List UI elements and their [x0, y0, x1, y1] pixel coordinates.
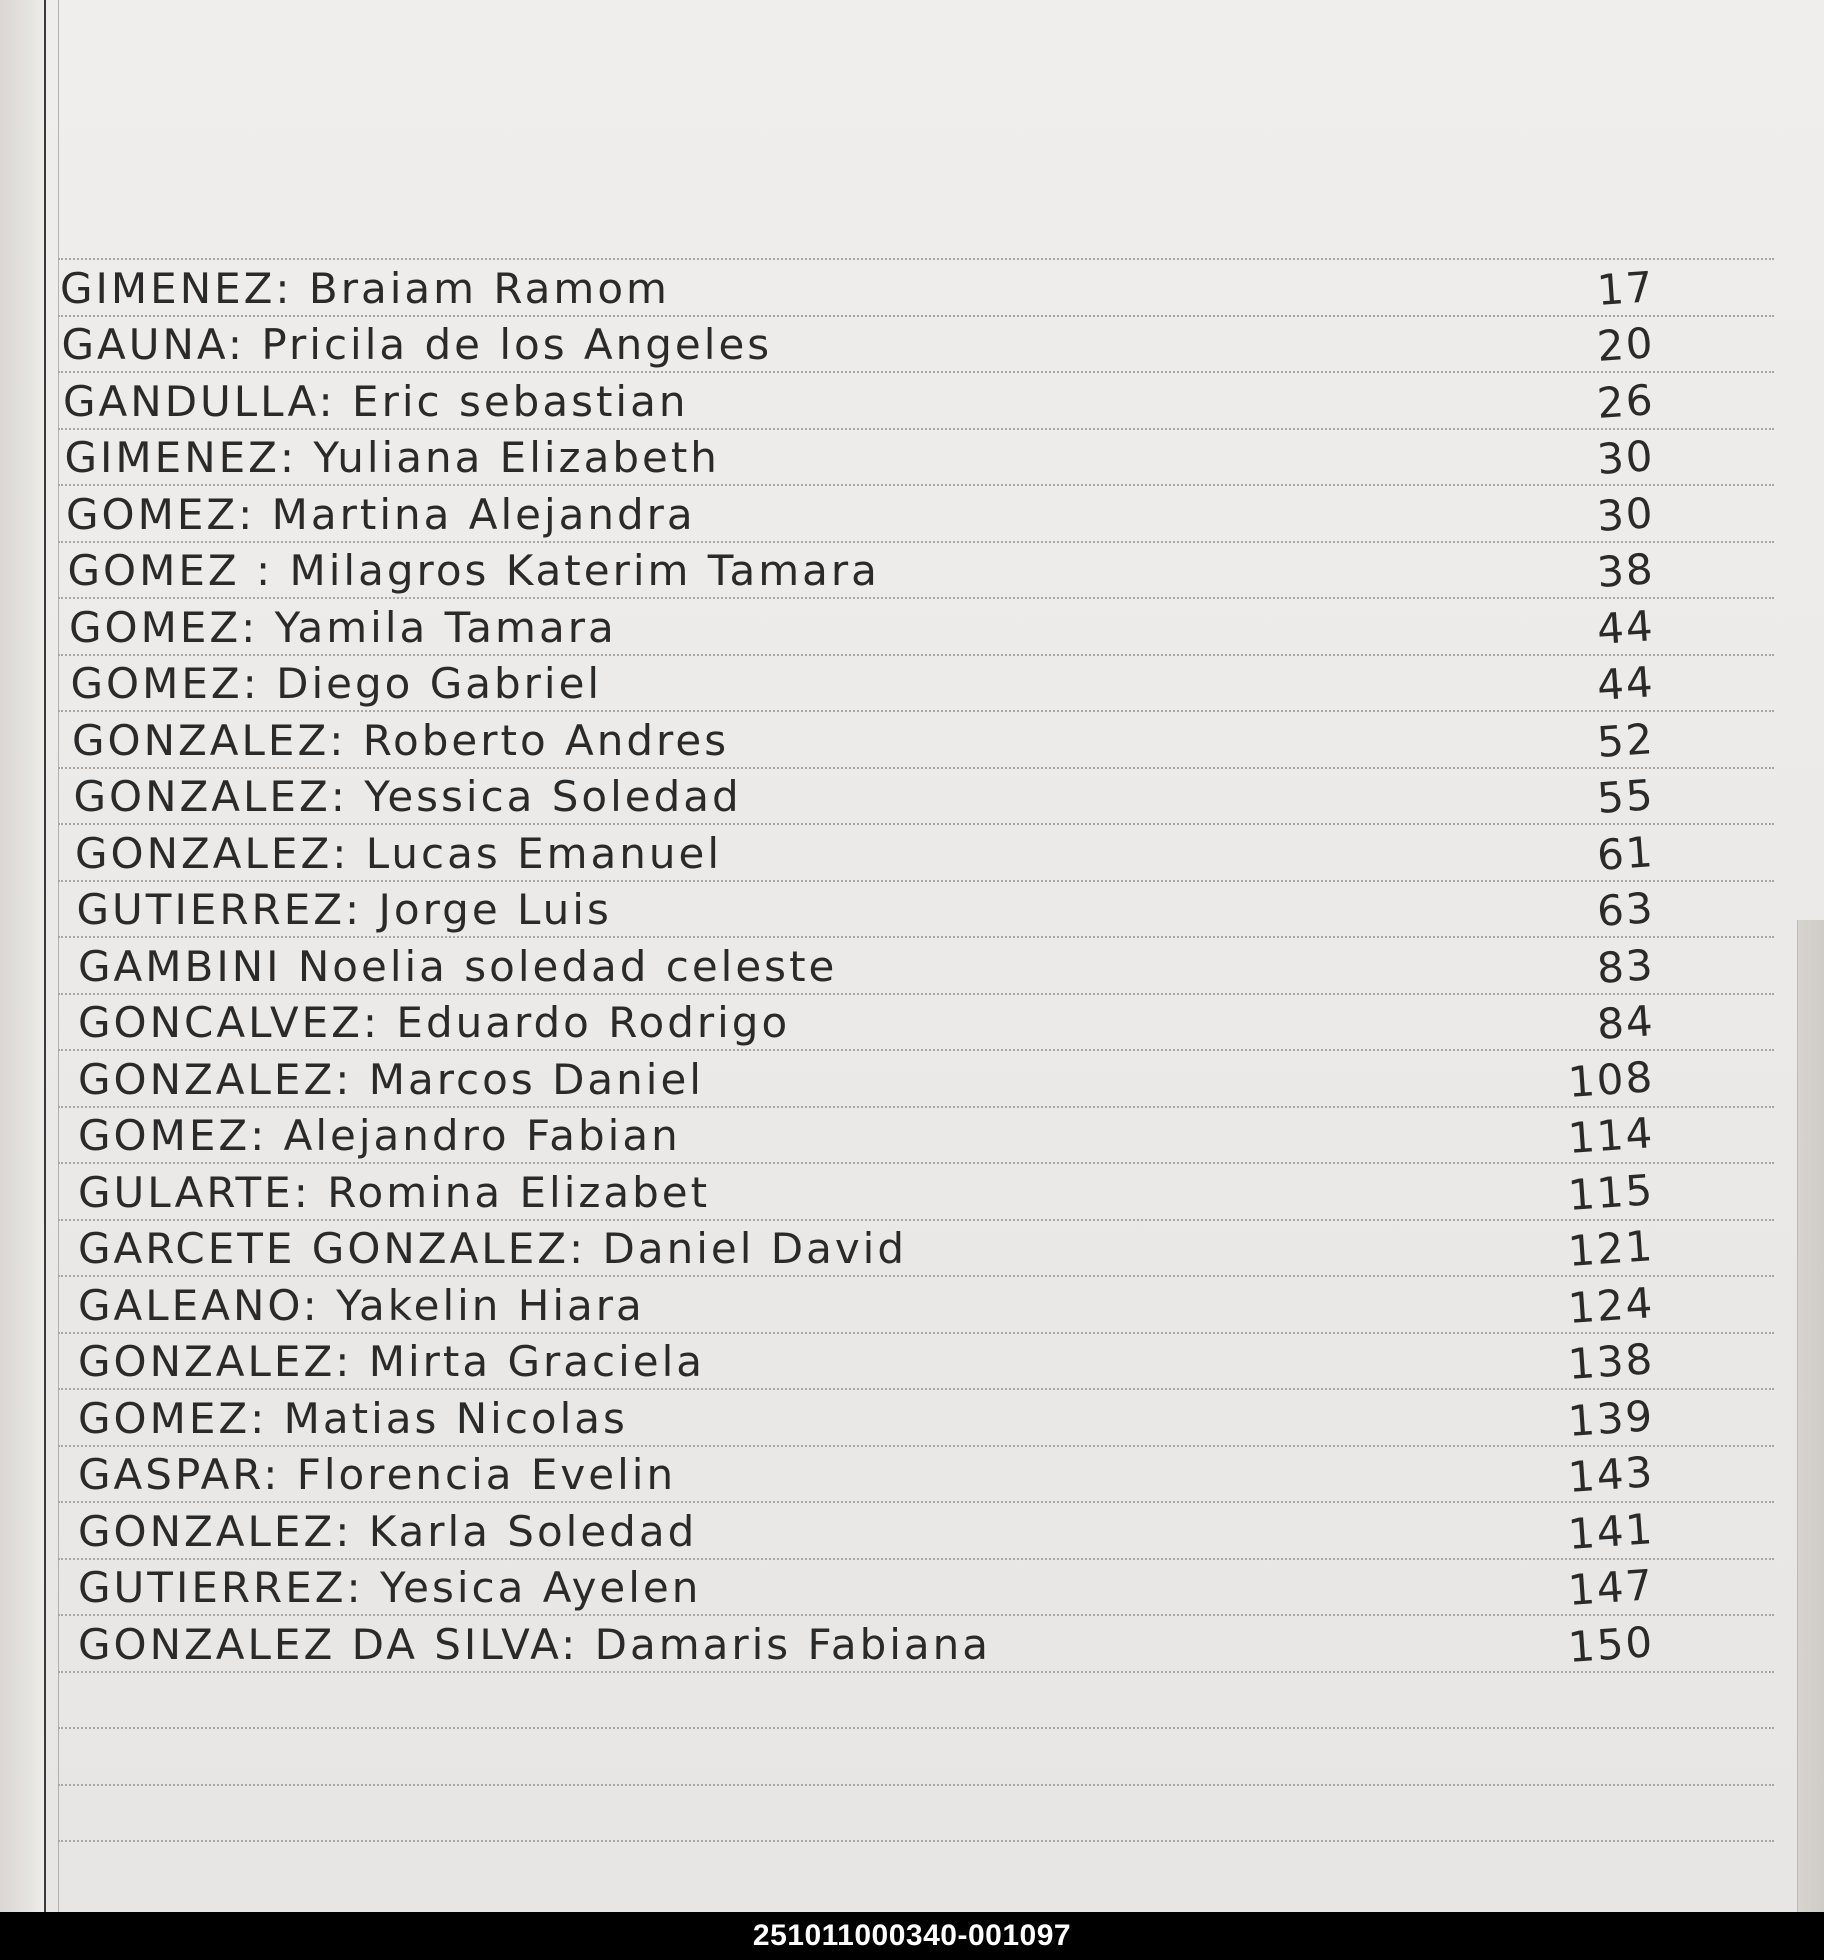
footer-bar — [0, 1912, 1824, 1960]
entry-number: 141 — [1566, 1504, 1656, 1559]
entry-number: 115 — [1566, 1165, 1656, 1220]
entry-name: GONCALVEZ: Eduardo Rodrigo — [78, 998, 791, 1047]
list-item — [60, 263, 1764, 319]
entry-number: 83 — [1594, 940, 1656, 993]
ruled-line — [58, 1840, 1774, 1842]
list-item — [66, 489, 1764, 545]
list-item — [69, 602, 1764, 658]
entry-number: 150 — [1566, 1617, 1656, 1672]
entry-name: GONZALEZ DA SILVA: Damaris Fabiana — [78, 1620, 992, 1669]
entry-number: 38 — [1594, 544, 1656, 597]
list-item — [63, 376, 1764, 432]
entry-number: 147 — [1566, 1560, 1656, 1615]
list-item — [65, 432, 1765, 488]
margin-line — [44, 0, 46, 1912]
list-item — [62, 319, 1765, 375]
entry-name: GOMEZ: Yamila Tamara — [69, 603, 617, 652]
entry-number: 121 — [1566, 1221, 1656, 1276]
margin-line-inner — [58, 0, 59, 1912]
entry-number: 44 — [1594, 601, 1656, 654]
entry-number: 139 — [1566, 1391, 1656, 1446]
entry-number: 61 — [1594, 827, 1656, 880]
entry-number: 30 — [1594, 488, 1656, 541]
list-item — [74, 771, 1765, 827]
list-item — [78, 1506, 1764, 1562]
list-item — [78, 941, 1764, 997]
list-item — [77, 884, 1765, 940]
entry-name: GARCETE GONZALEZ: Daniel David — [78, 1224, 907, 1273]
entry-name: GUTIERREZ: Yesica Ayelen — [78, 1563, 702, 1612]
list-item — [68, 545, 1765, 601]
entry-number: 124 — [1566, 1278, 1656, 1333]
ruled-line — [58, 1784, 1774, 1786]
entry-name: GOMEZ: Martina Alejandra — [66, 490, 696, 539]
entry-name: GONZALEZ: Roberto Andres — [72, 716, 730, 765]
entry-number: 17 — [1594, 262, 1656, 315]
list-item — [78, 1449, 1764, 1505]
list-item — [78, 1619, 1764, 1675]
entry-name: GOMEZ : Milagros Katerim Tamara — [67, 546, 880, 595]
entry-name: GASPAR: Florencia Evelin — [78, 1450, 677, 1499]
list-item — [78, 1054, 1764, 1110]
entry-name: GONZALEZ: Yessica Soledad — [73, 772, 742, 821]
ruled-line — [58, 1727, 1774, 1729]
entry-number: 44 — [1594, 657, 1656, 710]
list-item — [72, 715, 1764, 771]
page-tab-edge — [1797, 920, 1824, 1912]
entry-number: 138 — [1566, 1334, 1656, 1389]
list-item — [71, 658, 1765, 714]
list-item — [78, 1336, 1764, 1392]
entry-number: 108 — [1566, 1052, 1656, 1107]
entry-number: 84 — [1594, 996, 1656, 1049]
entry-name: GOMEZ: Diego Gabriel — [70, 659, 603, 708]
entry-name: GONZALEZ: Lucas Emanuel — [75, 829, 723, 878]
entry-name: GONZALEZ: Karla Soledad — [78, 1507, 698, 1556]
entry-name: GIMENEZ: Yuliana Elizabeth — [64, 433, 720, 482]
entry-number: 26 — [1594, 375, 1656, 428]
list-item — [75, 828, 1764, 884]
entry-number: 143 — [1566, 1447, 1656, 1502]
list-item — [78, 1223, 1764, 1279]
entry-name: GOMEZ: Alejandro Fabian — [78, 1111, 681, 1160]
entry-name: GANDULLA: Eric sebastian — [63, 377, 689, 426]
entry-name: GAUNA: Pricila de los Angeles — [61, 320, 773, 369]
entry-name: GAMBINI Noelia soledad celeste — [78, 942, 838, 991]
ruled-line — [58, 258, 1774, 260]
list-item — [78, 1167, 1764, 1223]
list-item — [78, 1393, 1764, 1449]
entry-name: GULARTE: Romina Elizabet — [78, 1168, 711, 1217]
list-item — [78, 1280, 1764, 1336]
page-binding-edge — [0, 0, 44, 1912]
list-item — [78, 1110, 1764, 1166]
entry-number: 114 — [1566, 1108, 1656, 1163]
document-id: 251011000340-001097 — [752, 1919, 1072, 1952]
entry-number: 55 — [1594, 770, 1656, 823]
list-item — [78, 997, 1764, 1053]
entry-number: 52 — [1594, 714, 1656, 767]
entry-name: GIMENEZ: Braiam Ramom — [60, 264, 670, 313]
list-item — [78, 1562, 1764, 1618]
entry-number: 63 — [1594, 883, 1656, 936]
entry-name: GONZALEZ: Mirta Graciela — [78, 1337, 706, 1386]
entry-name: GOMEZ: Matias Nicolas — [78, 1394, 628, 1443]
entry-name: GONZALEZ: Marcos Daniel — [78, 1055, 704, 1104]
entry-number: 30 — [1594, 431, 1656, 484]
entry-number: 20 — [1594, 318, 1656, 371]
entry-name: GUTIERREZ: Jorge Luis — [76, 885, 612, 934]
entry-name: GALEANO: Yakelin Hiara — [78, 1281, 645, 1330]
